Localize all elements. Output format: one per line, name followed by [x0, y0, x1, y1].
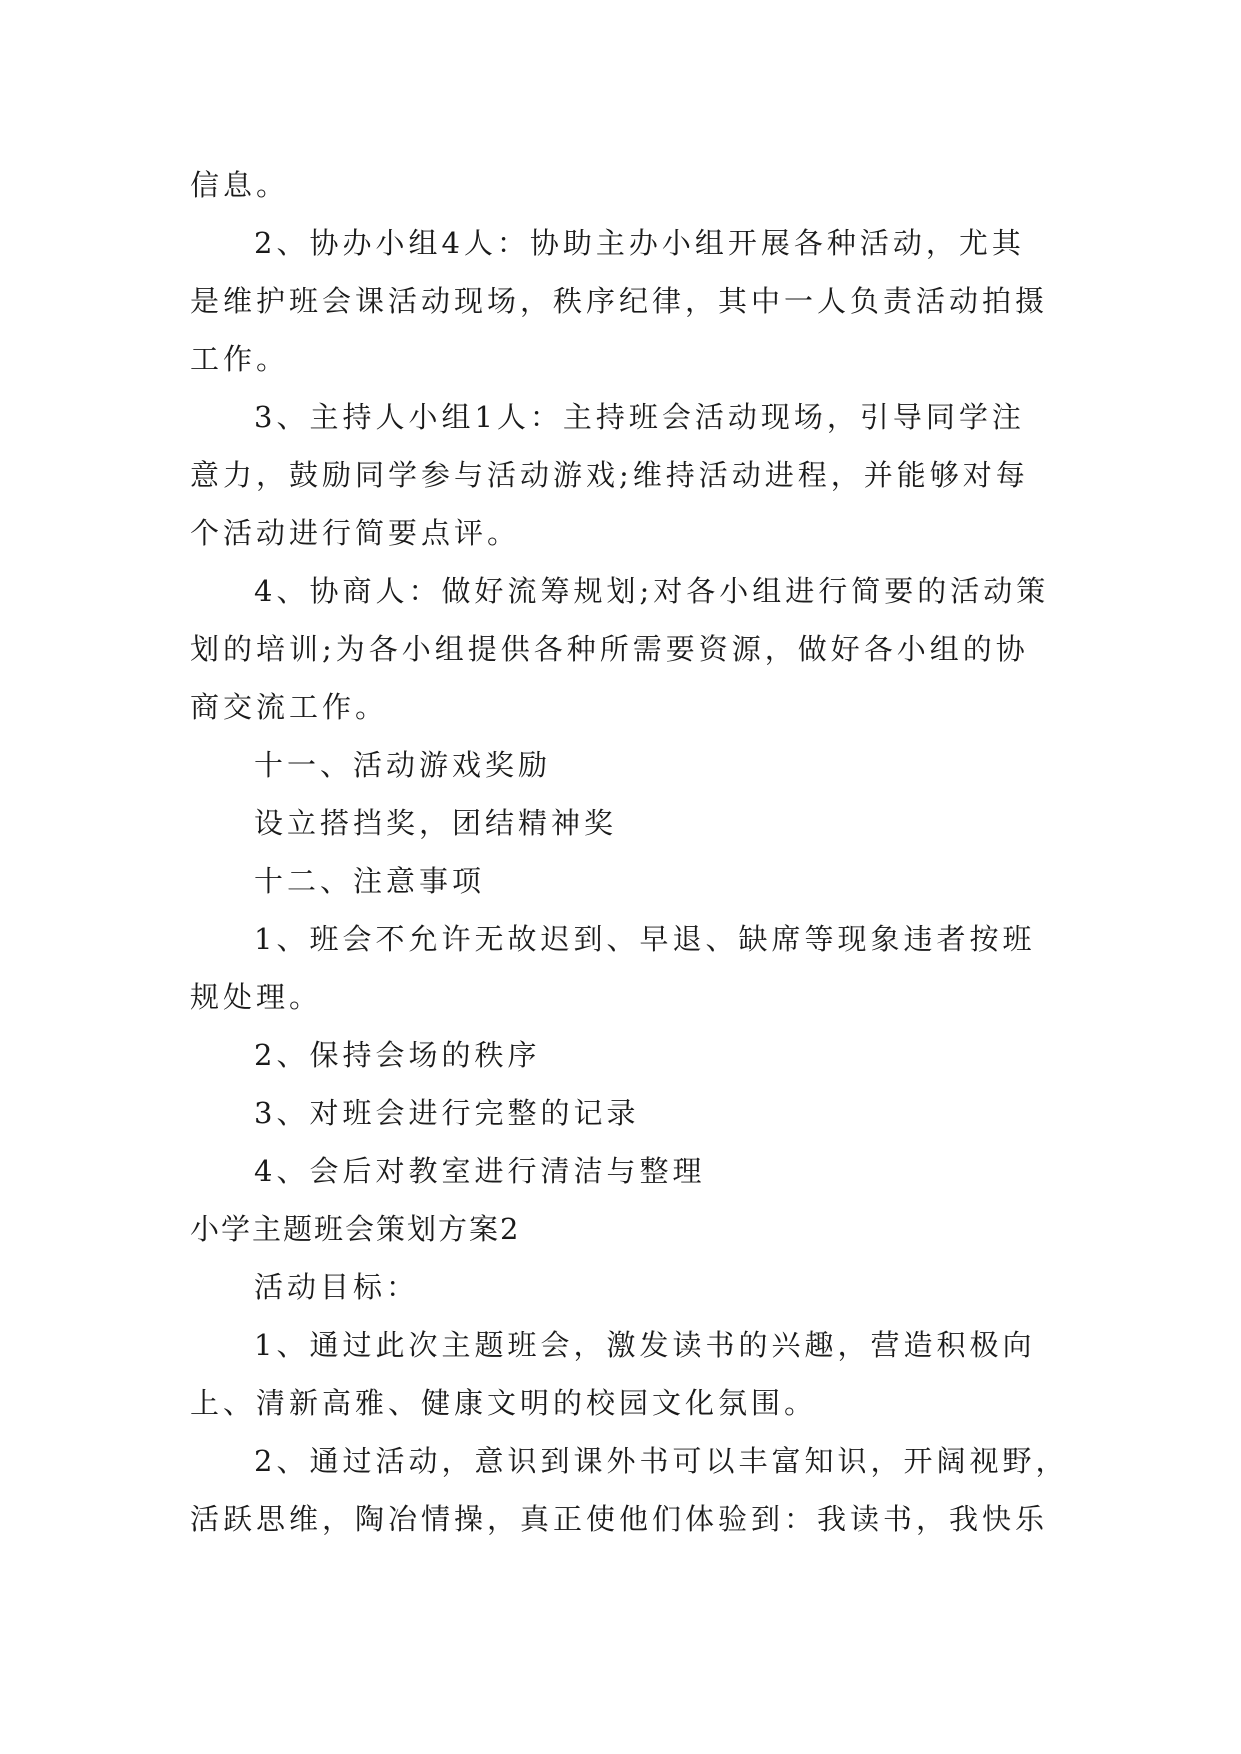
paragraph-line: 2、协办小组4人：协助主办小组开展各种活动，尤其: [254, 226, 1025, 260]
section-heading: 十一、活动游戏奖励: [254, 748, 552, 782]
paragraph-line: 1、通过此次主题班会，激发读书的兴趣，营造积极向: [254, 1328, 1036, 1362]
paragraph-line: 2、保持会场的秩序: [254, 1038, 541, 1072]
paragraph-line: 划的培训;为各小组提供各种所需要资源，做好各小组的协: [190, 632, 1029, 666]
paragraph-line: 1、班会不允许无故迟到、早退、缺席等现象违者按班: [254, 922, 1036, 956]
paragraph-line: 4、协商人：做好流筹规划;对各小组进行简要的活动策: [254, 574, 1050, 608]
paragraph-line: 上、清新高雅、健康文明的校园文化氛围。: [190, 1386, 818, 1420]
paragraph-line: 意力，鼓励同学参与活动游戏;维持活动进程，并能够对每: [190, 458, 1029, 492]
paragraph-line: 是维护班会课活动现场，秩序纪律，其中一人负责活动拍摄: [190, 284, 1049, 318]
paragraph-line: 2、通过活动，意识到课外书可以丰富知识，开阔视野，: [254, 1444, 1069, 1478]
paragraph-line: 3、对班会进行完整的记录: [254, 1096, 640, 1130]
paragraph-line: 活动目标：: [254, 1270, 420, 1304]
paragraph-line: 信息。: [190, 168, 290, 202]
section-heading: 十二、注意事项: [254, 864, 486, 898]
paragraph-line: 规处理。: [190, 980, 323, 1014]
paragraph-line: 3、主持人小组1人：主持班会活动现场，引导同学注: [254, 400, 1025, 434]
paragraph-line: 4、会后对教室进行清洁与整理: [254, 1154, 706, 1188]
paragraph-line: 个活动进行简要点评。: [190, 516, 521, 550]
paragraph-line: 商交流工作。: [190, 690, 389, 724]
document-title: 小学主题班会策划方案2: [190, 1212, 521, 1246]
paragraph-line: 设立搭挡奖，团结精神奖: [254, 806, 618, 840]
paragraph-line: 活跃思维，陶冶情操，真正使他们体验到：我读书，我快乐: [190, 1502, 1049, 1536]
paragraph-line: 工作。: [190, 342, 290, 376]
